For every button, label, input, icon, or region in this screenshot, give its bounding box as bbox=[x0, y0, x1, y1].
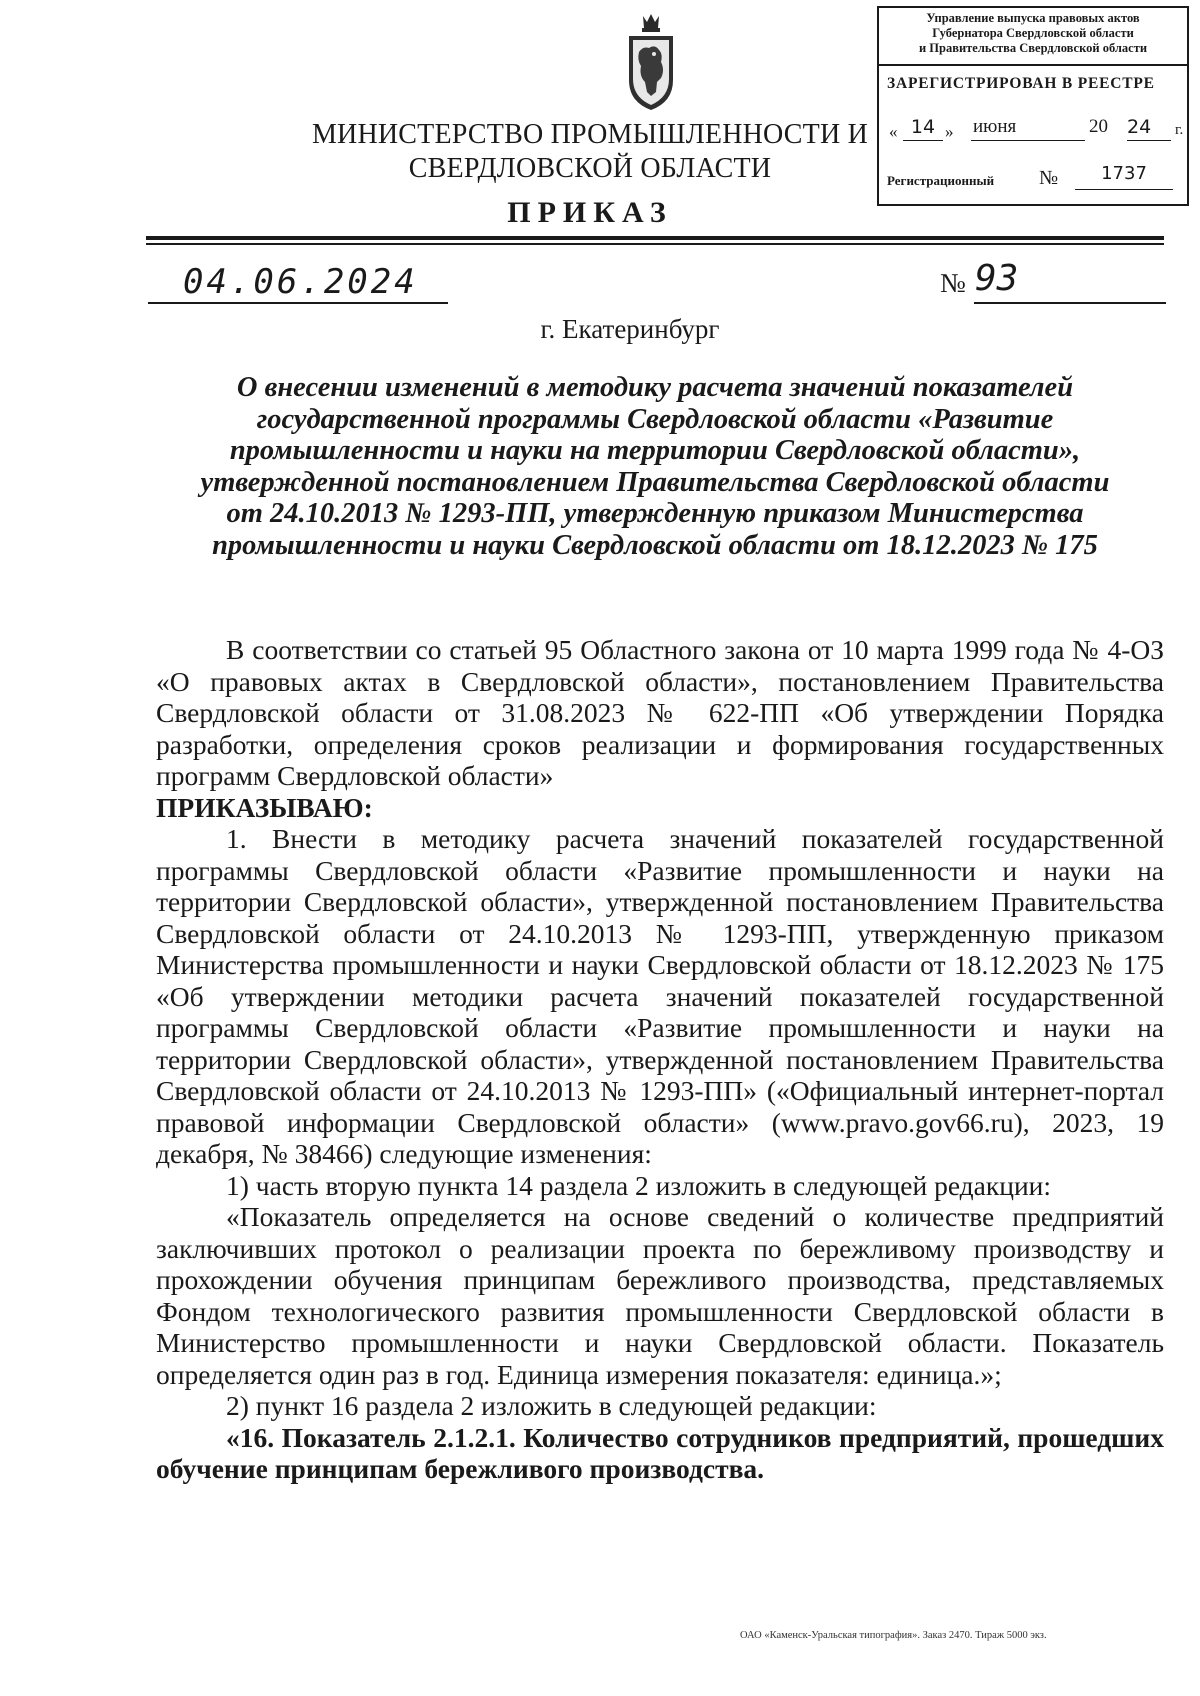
stamp-registration-number bbox=[887, 163, 1187, 193]
order-word: ПРИКАЗЫВАЮ: bbox=[156, 791, 373, 823]
stamp-reg-label: Регистрационный bbox=[887, 173, 995, 188]
stamp-month: июня bbox=[971, 116, 1085, 141]
stamp-header-line3: и Правительства Свердловской области bbox=[918, 41, 1148, 55]
subject-line3: промышленности и науки на территории Свердловской области», bbox=[229, 435, 1081, 466]
preamble-paragraph: В соответствии со статьей 95 Областного закона от 10 марта 1999 года № 4-ОЗ «О правовых актах в Свердловской области», постановлением Правительства Свердловской области от 31.08.2023 № 622-ПП «Об утверждении Порядка разработки, определения сроков реализации и формирования государственных программ Свердловской области» bbox=[156, 634, 1164, 791]
stamp-divider bbox=[879, 64, 1187, 66]
stamp-header bbox=[879, 11, 1187, 56]
subject-line4: утвержденной постановлением Правительства Свердловской области bbox=[200, 466, 1110, 498]
coat-of-arms-emblem bbox=[623, 12, 679, 112]
printer-footer: ОАО «Каменск-Уральская типография». Заказ 2470. Тираж 5000 экз. bbox=[740, 1630, 1047, 1641]
order-date-underline bbox=[148, 302, 448, 304]
quote-2-paragraph: «16. Показатель 2.1.2.1. Количество сотрудников предприятий, прошедших обучение принципам бережливого производства. bbox=[156, 1421, 1164, 1484]
header-rule-thin bbox=[146, 243, 1164, 245]
stamp-reg-number: 1737 bbox=[1075, 163, 1173, 190]
stamp-quote-close: » bbox=[945, 122, 954, 141]
quote-1-paragraph: «Показатель определяется на основе сведений о количестве предприятий заключивших протокол о реализации проекта по бережливому производству и прохождении обучения принципам бережливого производства, представляемых Фондом технологического развития промышленности Свердловской области в Министерство промышленности и науки Свердловской области. Показатель определяется один раз в год. Единица измерения показателя: единица.»; bbox=[156, 1201, 1164, 1390]
item-1-paragraph: 1. Внести в методику расчета значений показателей государственной программы Свердловской области «Развитие промышленности и науки на территории Свердловской области», утвержденной постановлением Правительства Свердловской области от 24.10.2013 № 1293-ПП, утвержденную приказом Министерства промышленности и науки Свердловской области от 18.12.2023 № 175 «Об утверждении методики расчета значений показателей государственной программы Свердловской области «Развитие промышленности и науки на территории Свердловской области», утвержденной постановлением Правительства Свердловской области от 24.10.2013 № 1293-ПП» («Официальный интернет-портал правовой информации Свердловской области» (www.pravo.gov66.ru), 2023, 19 декабря, № 38466) следующие изменения: bbox=[156, 823, 1164, 1169]
registration-stamp bbox=[877, 6, 1189, 206]
order-body bbox=[156, 634, 1164, 1485]
stamp-year-suffix: 24 bbox=[1127, 116, 1171, 141]
subitem-1-paragraph: 1) часть вторую пункта 14 раздела 2 изложить в следующей редакции: bbox=[226, 1169, 1052, 1201]
stamp-date bbox=[887, 116, 1187, 146]
document-type-title: ПРИКАЗ bbox=[507, 196, 673, 229]
order-subject bbox=[150, 372, 1160, 561]
stamp-no-sign: № bbox=[1039, 167, 1059, 189]
stamp-year-prefix: 20 bbox=[1089, 116, 1108, 137]
subject-line1: О внесении изменений в методику расчета значений показателей bbox=[236, 372, 1074, 403]
order-city: г. Екатеринбург bbox=[540, 314, 720, 344]
subject-line2: государственной программы Свердловской области «Развитие bbox=[256, 403, 1054, 435]
order-number: 93 bbox=[975, 258, 1019, 299]
stamp-header-line1: Управление выпуска правовых актов bbox=[926, 11, 1140, 25]
header-rule-thick bbox=[146, 236, 1164, 240]
stamp-registered-label: ЗАРЕГИСТРИРОВАН В РЕЕСТРЕ bbox=[887, 75, 1155, 92]
ministry-name-line1: МИНИСТЕРСТВО ПРОМЫШЛЕННОСТИ И bbox=[311, 119, 869, 150]
order-date: 04.06.2024 bbox=[183, 262, 418, 302]
stamp-header-line2: Губернатора Свердловской области bbox=[932, 26, 1134, 40]
order-number-sign: № bbox=[940, 268, 966, 298]
stamp-day: 14 bbox=[903, 116, 943, 141]
stamp-quote-open: « bbox=[889, 122, 898, 141]
ministry-name-line2: СВЕРДЛОВСКОЙ ОБЛАСТИ bbox=[408, 153, 772, 184]
subitem-2-paragraph: 2) пункт 16 раздела 2 изложить в следующей редакции: bbox=[226, 1390, 877, 1421]
stamp-year-abbr: г. bbox=[1175, 122, 1184, 138]
order-number-underline bbox=[974, 302, 1166, 304]
subject-line5: от 24.10.2013 № 1293-ПП, утвержденную приказом Министерства bbox=[226, 498, 1084, 529]
subject-line6: промышленности и науки Свердловской области от 18.12.2023 № 175 bbox=[212, 529, 1098, 561]
ministry-name bbox=[300, 118, 880, 186]
